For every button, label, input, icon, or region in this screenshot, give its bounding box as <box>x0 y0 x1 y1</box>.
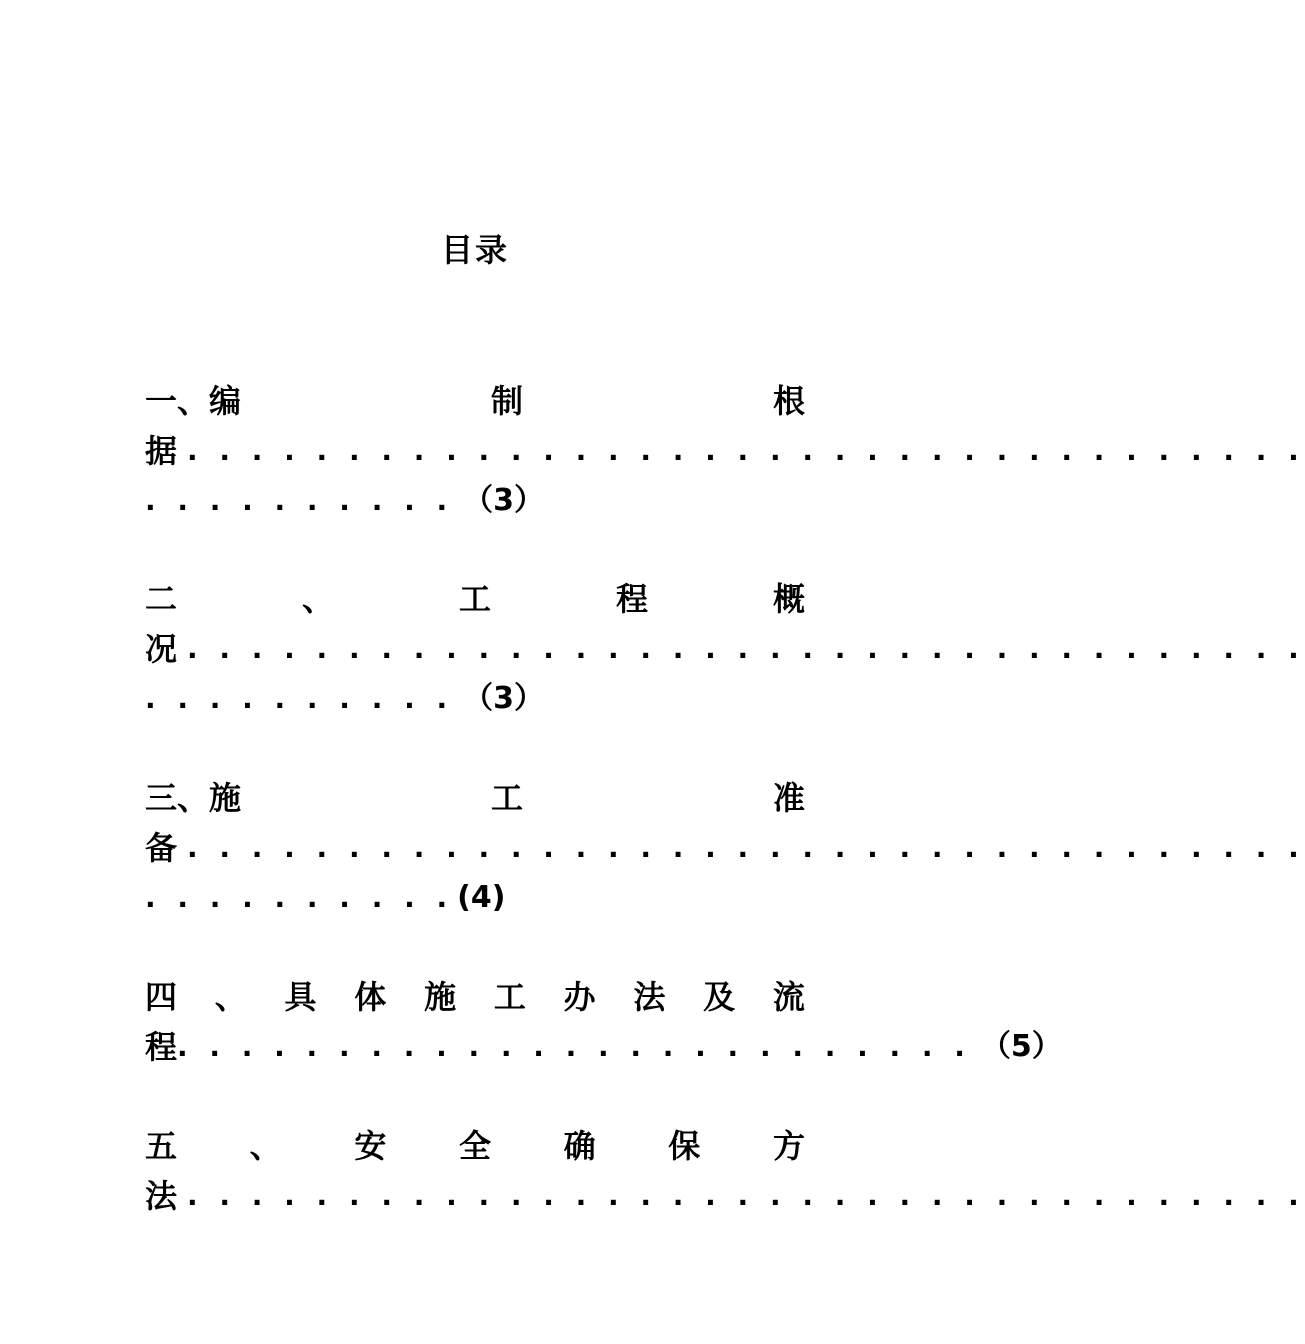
toc-leader-dots: . . . . . . . . . . . . . . . . . . . . . . . . . . . . . . . . . . . <box>187 632 1305 665</box>
toc-entry-text: 体 <box>354 978 387 1016</box>
toc-leader-dots: . . . . . . . . . . . . . . . . . . . . . . . . . . . . . . . . . . . <box>187 1179 1305 1212</box>
toc-entry-text: 五 <box>145 1127 178 1165</box>
toc-entry-3-line-1 <box>145 777 805 819</box>
toc-leader-dots: . . . . . . . . . . . . . . . . . . . . . . . . . . . . . . . . . . . <box>187 434 1305 467</box>
toc-entry-text: 保 <box>668 1127 701 1165</box>
toc-entry-text: 程 <box>615 580 648 618</box>
toc-entry-text: 三、施 <box>145 779 242 817</box>
toc-entry-text: 制 <box>490 382 523 420</box>
toc-entry-text: 况 <box>145 630 178 668</box>
toc-entry-text: 确 <box>563 1127 596 1165</box>
toc-entry-text: 安 <box>354 1127 387 1165</box>
toc-entry-text: 准 <box>772 779 805 817</box>
toc-page-number: （3） <box>463 483 544 518</box>
toc-page-number: (4) <box>457 880 506 915</box>
toc-entry-text: 办 <box>563 978 596 1016</box>
toc-entry-text: 二 <box>145 580 178 618</box>
toc-entry-text: 程 <box>145 1028 178 1066</box>
toc-entry-text: 具 <box>284 978 317 1016</box>
toc-entry-text: 法 <box>145 1177 178 1215</box>
toc-entry-2-line-3 <box>145 678 805 720</box>
toc-entry-text: 及 <box>703 978 736 1016</box>
toc-leader-dots: . . . . . . . . . . <box>145 881 454 914</box>
toc-entry-text: 根 <box>772 382 805 420</box>
toc-entry-text: 工 <box>458 580 491 618</box>
document-title: 目录 <box>440 231 509 269</box>
toc-entry-3-line-3 <box>145 877 805 919</box>
toc-entry-2-line-1 <box>145 578 805 620</box>
toc-entry-1-line-1 <box>145 380 805 422</box>
toc-entry-text: 四 <box>145 978 178 1016</box>
toc-entry-text: 、 <box>214 978 247 1016</box>
toc-entry-text: 方 <box>772 1127 805 1165</box>
toc-page-number: （5） <box>980 1029 1062 1064</box>
toc-leader-dots: . . . . . . . . . . . . . . . . . . . . . . . . . <box>177 1030 971 1063</box>
toc-page-number: （3） <box>463 681 544 716</box>
toc-entry-5-line-2 <box>145 1175 1305 1217</box>
toc-entry-1-line-2 <box>145 430 1305 472</box>
toc-entry-text: 工 <box>493 978 526 1016</box>
toc-entry-text: 据 <box>145 432 178 470</box>
toc-entry-text: 备 <box>145 829 178 867</box>
toc-entry-text: 、 <box>301 580 334 618</box>
toc-entry-text: 、 <box>249 1127 282 1165</box>
toc-entry-3-line-2 <box>145 827 1305 869</box>
toc-entry-text: 全 <box>458 1127 491 1165</box>
toc-entry-4-line-2 <box>145 1026 1062 1068</box>
toc-entry-text: 流 <box>772 978 805 1016</box>
toc-entry-text: 法 <box>633 978 666 1016</box>
toc-entry-2-line-2 <box>145 628 1305 670</box>
toc-entry-text: 工 <box>490 779 523 817</box>
toc-leader-dots: . . . . . . . . . . <box>145 484 454 517</box>
toc-leader-dots: . . . . . . . . . . . . . . . . . . . . . . . . . . . . . . . . . . . <box>187 831 1305 864</box>
toc-entry-text: 一、编 <box>145 382 242 420</box>
toc-entry-text: 施 <box>424 978 457 1016</box>
toc-leader-dots: . . . . . . . . . . <box>145 682 454 715</box>
toc-entry-4-line-1 <box>145 976 805 1018</box>
toc-entry-5-line-1 <box>145 1125 805 1167</box>
toc-entry-text: 概 <box>772 580 805 618</box>
toc-entry-1-line-3 <box>145 480 805 522</box>
